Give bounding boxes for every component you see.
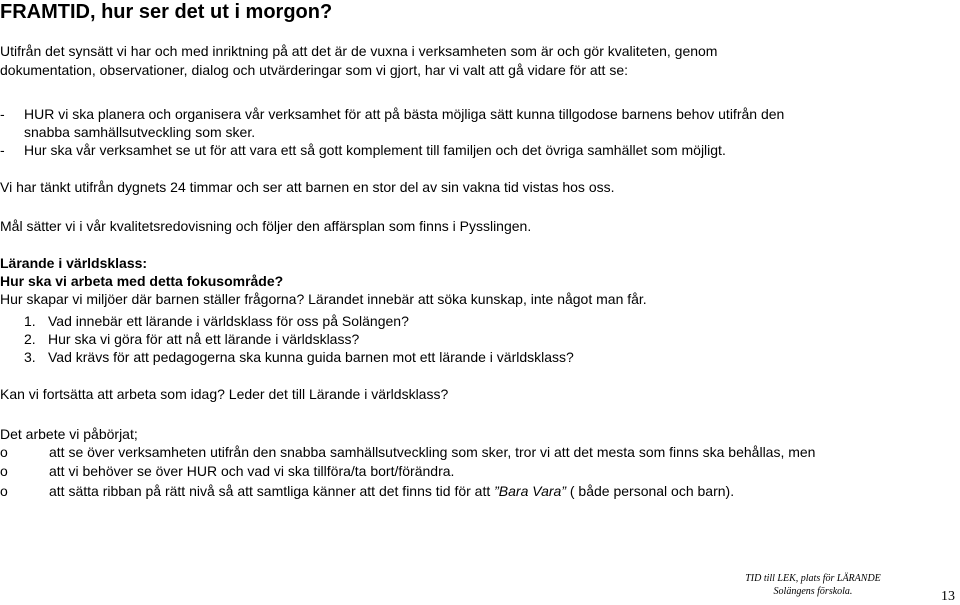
started-item-3-after: ( både personal och barn). xyxy=(565,483,735,499)
section-heading: Lärande i världsklass: xyxy=(0,255,148,271)
started-item-3 xyxy=(49,483,734,500)
section-subheading: Hur ska vi arbeta med detta fokusområde? xyxy=(0,273,284,289)
bullet-marker-1: o xyxy=(0,444,8,460)
dash-marker-2: - xyxy=(0,142,5,158)
paragraph-mal: Mål sätter vi i vår kvalitetsredovisning och följer den affärsplan som finns i Pysslingen. xyxy=(0,218,532,234)
question-text-1: Vad innebär ett lärande i världsklass för oss på Solängen? xyxy=(48,313,409,329)
dash-marker-1: - xyxy=(0,106,5,122)
section-intro-line: Hur skapar vi miljöer där barnen ställer frågorna? Lärandet innebär att söka kunskap, inte något man får. xyxy=(0,291,647,307)
question-number-1: 1. xyxy=(24,313,36,329)
started-item-3-before: att sätta ribban på rätt nivå så att samtliga känner att det finns tid för att xyxy=(49,483,495,499)
intro-line-1: Utifrån det synsätt vi har och med inriktning på att det är de vuxna i verksamheten som är och gör kvaliteten, genom xyxy=(0,43,718,59)
dash-item-1-line-2: snabba samhällsutveckling som sker. xyxy=(24,124,256,140)
question-number-3: 3. xyxy=(24,349,36,365)
dash-item-1-line-1: HUR vi ska planera och organisera vår verksamhet för att på bästa möjliga sätt kunna tillgodose barnens behov utifrån den xyxy=(24,106,785,122)
question-text-2: Hur ska vi göra för att nå ett lärande i världsklass? xyxy=(48,331,360,347)
started-item-1: att se över verksamheten utifrån den snabba samhällsutveckling som sker, tror vi att det mesta som finns ska behållas, men xyxy=(49,444,816,460)
question-text-3: Vad krävs för att pedagogerna ska kunna guida barnen mot ett lärande i världsklass? xyxy=(48,349,574,365)
dash-item-2: Hur ska vår verksamhet se ut för att vara ett så gott komplement till familjen och det övriga samhället som möjligt. xyxy=(24,142,726,158)
started-label: Det arbete vi påbörjat; xyxy=(0,426,138,442)
bullet-marker-3: o xyxy=(0,483,8,499)
bullet-marker-2: o xyxy=(0,463,8,479)
started-item-2: att vi behöver se över HUR och vad vi ska tillföra/ta bort/förändra. xyxy=(49,463,455,479)
paragraph-dygn: Vi har tänkt utifrån dygnets 24 timmar och ser att barnen en stor del av sin vakna tid vistas hos oss. xyxy=(0,179,615,195)
started-item-3-italic: ”Bara Vara” xyxy=(494,483,566,499)
footer-line-1: TID till LEK, plats för LÄRANDE xyxy=(745,573,881,584)
page-number: 13 xyxy=(941,589,955,604)
paragraph-kan: Kan vi fortsätta att arbeta som idag? Leder det till Lärande i världsklass? xyxy=(0,386,449,402)
page-title: FRAMTID, hur ser det ut i morgon? xyxy=(0,1,333,23)
footer-line-2: Solängens förskola. xyxy=(773,586,853,597)
question-number-2: 2. xyxy=(24,331,36,347)
page-footer xyxy=(738,572,888,598)
intro-line-2: dokumentation, observationer, dialog och utvärderingar som vi gjort, har vi valt att gå vidare för att se: xyxy=(0,62,628,78)
